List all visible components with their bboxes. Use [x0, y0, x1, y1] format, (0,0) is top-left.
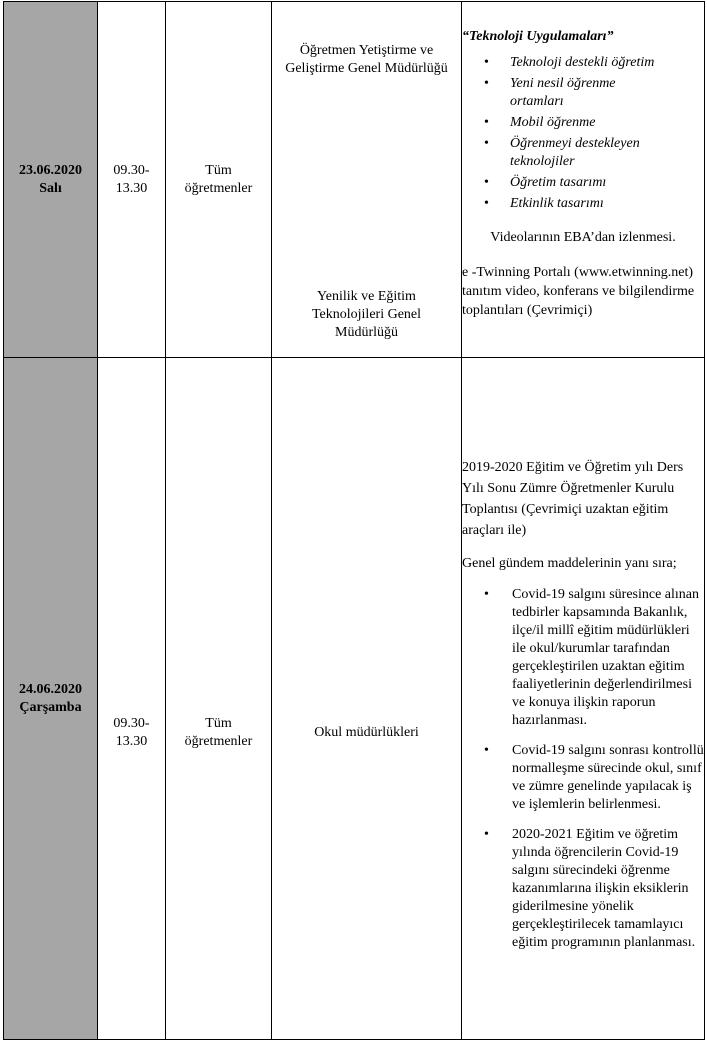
day-text: Çarşamba [19, 699, 82, 715]
audience-text: Tüm öğretmenler [184, 162, 253, 196]
twinning-note: e -Twinning Portalı (www.etwinning.net) tanıtım video, konferans ve bilgilendirme toplantıları (Çevrimiçi) [462, 264, 695, 318]
schedule-table [3, 1, 705, 1040]
meeting-intro: 2019-2020 Eğitim ve Öğretim yılı Ders Yılı Sonu Zümre Öğretmenler Kurulu Toplantısı (Çevrimiçi uzaktan eğitim araçları ile) [462, 460, 684, 538]
list-item: • Etkinlik tasarımı [484, 195, 704, 213]
time-text: 09.30- 13.30 [113, 715, 150, 749]
eba-note: Videolarının EBA’dan izlenmesi. [490, 229, 676, 245]
organization-text: Okul müdürlükleri [314, 724, 419, 740]
organization-text: Öğretmen Yetiştirme ve Geliştirme Genel Müdürlüğü [285, 43, 448, 76]
content-title: “Teknoloji Uygulamaları” [462, 28, 614, 44]
date-cell [4, 2, 98, 358]
audience-text: Tüm öğretmenler [184, 715, 253, 749]
topic-list [462, 54, 704, 213]
agenda-list [462, 586, 704, 952]
day-text: Salı [39, 180, 62, 196]
date-text: 24.06.2020 [19, 681, 82, 697]
list-item: • Mobil öğrenme [484, 114, 704, 132]
time-text: 09.30- 13.30 [113, 162, 150, 196]
audience-cell [166, 358, 272, 1040]
list-item: • Covid-19 salgını süresince alınan tedbirler kapsamında Bakanlık, ilçe/il millî eğitim müdürlükleri ile okul/kurumlar tarafından gerçekleştirilen uzaktan eğitim faaliyetlerinin değerlendirilmesi ve konuya ilişkin raporun hazırlanması. [484, 586, 704, 730]
list-item: • Teknoloji destekli öğretim [484, 54, 704, 72]
table-row [4, 358, 705, 1040]
list-item: • Öğretim tasarımı [484, 174, 704, 192]
content-cell [462, 358, 705, 1040]
content-cell [462, 2, 705, 358]
organization-text: Yenilik ve Eğitim Teknolojileri Genel Müdürlüğü [311, 289, 422, 340]
audience-cell [166, 2, 272, 358]
list-item: • 2020-2021 Eğitim ve öğretim yılında öğrencilerin Covid-19 salgını sürecindeki öğrenme kazanımlarına ilişkin eksiklerin giderilmesine yönelik gerçekleştirilecek tamamlayıcı eğitim programının planlanması. [484, 826, 704, 952]
organization-cell [272, 2, 462, 358]
date-text: 23.06.2020 [19, 162, 82, 178]
time-cell [98, 358, 166, 1040]
time-cell [98, 2, 166, 358]
list-item: • Yeni nesil öğrenme ortamları [484, 75, 704, 111]
list-item: • Covid-19 salgını sonrası kontrollü normalleşme sürecinde okul, sınıf ve zümre genelinde yapılacak iş ve işlemlerin belirlenmesi. [484, 742, 704, 814]
date-cell [4, 358, 98, 1040]
organization-cell [272, 358, 462, 1040]
agenda-intro: Genel gündem maddelerinin yanı sıra; [462, 556, 677, 571]
list-item: • Öğrenmeyi destekleyen teknolojiler [484, 135, 704, 171]
table-row [4, 2, 705, 358]
